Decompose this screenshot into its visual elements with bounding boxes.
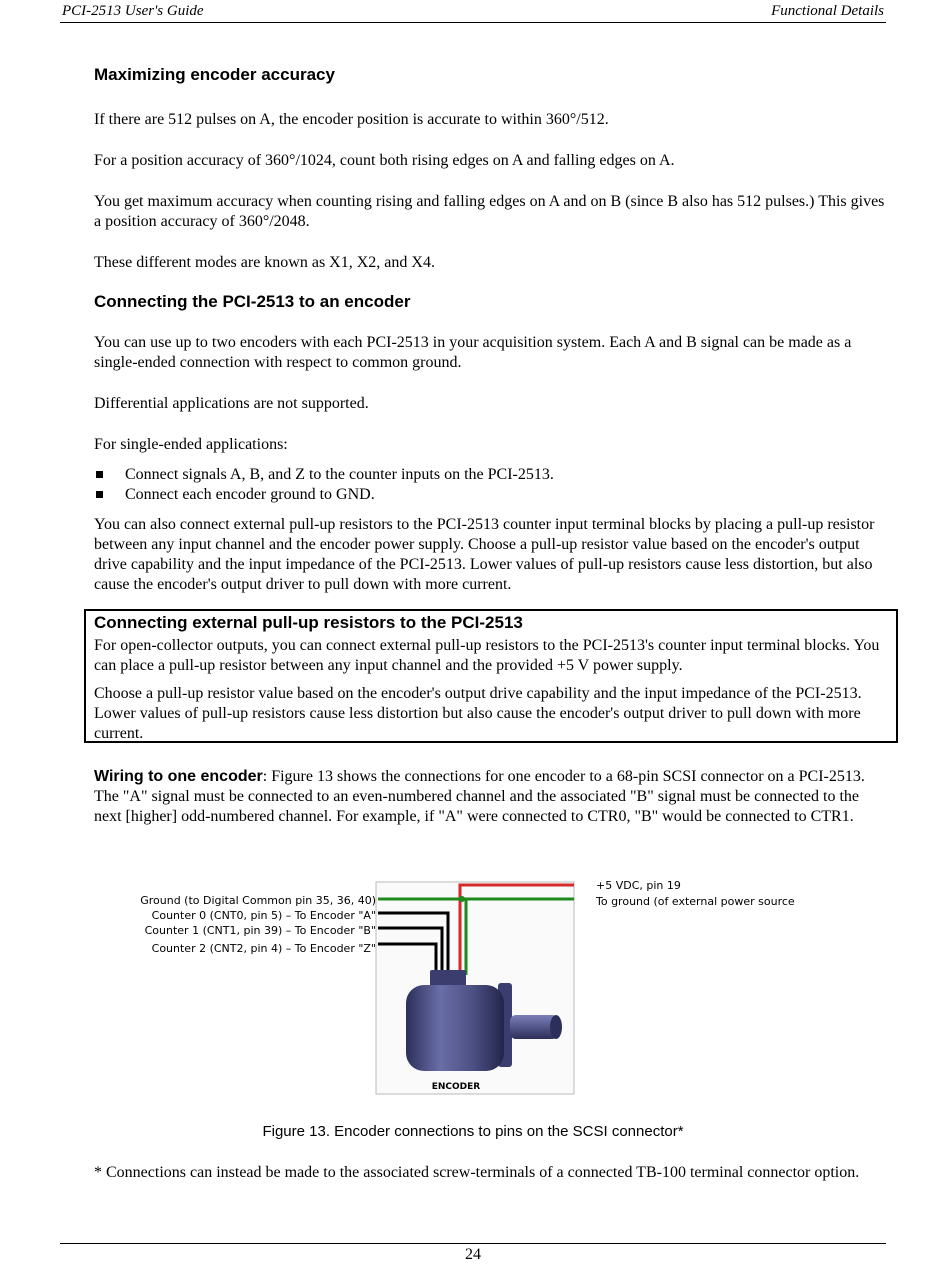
paragraph: These different modes are known as X1, X2, and X4. <box>94 254 435 271</box>
list-item: Connect signals A, B, and Z to the counter inputs on the PCI-2513. <box>94 465 886 485</box>
label-ext-ground: To ground (of external power source <box>596 895 795 908</box>
note-box <box>84 609 898 743</box>
wiring-section <box>94 767 886 827</box>
bullet-square-icon <box>96 491 103 498</box>
footer-rule <box>60 1243 886 1244</box>
paragraph: If there are 512 pulses on A, the encoder position is accurate to within 360°/512. <box>94 111 609 128</box>
header-rule <box>60 22 886 23</box>
list-item: Connect each encoder ground to GND. <box>94 485 886 505</box>
wiring-runin-heading: Wiring to one encoder <box>94 768 263 785</box>
note-paragraph: Choose a pull-up resistor value based on the encoder's output drive capability and the input impedance of the PCI-2513. Lower values of pull-up resistors cause less distortion but also cause the encoder's output driver to pull down with more current. <box>94 685 862 742</box>
bullet-list <box>94 465 886 505</box>
encoder-shaft-end <box>550 1015 562 1039</box>
paragraph: For single-ended applications: <box>94 436 288 453</box>
wiring-paragraph: Wiring to one encoder: Figure 13 shows the connections for one encoder to a 68-pin SCSI connector on a PCI-2513. The "A" signal must be connected to an even-numbered channel and the associated "B" signal must be connected to the next [higher] odd-numbered channel. For example, if "A" were connected to CTR0, "B" would be connected to CTR1. <box>94 768 865 825</box>
paragraph: You can also connect external pull-up resistors to the PCI-2513 counter input terminal blocks by placing a pull-up resistor between any input channel and the encoder power supply. Choose a pull-up resistor value based on the encoder's output drive capability and the input impedance of the PCI-2513. Lower values of pull-up resistors cause less distortion, but also cause the encoder's output driver to pull down with more current. <box>94 516 875 593</box>
label-counter-2: Counter 2 (CNT2, pin 4) – To Encoder "Z" <box>151 942 376 955</box>
label-power: +5 VDC, pin 19 <box>596 879 681 892</box>
encoder-label: ENCODER <box>431 1082 481 1092</box>
encoder-body <box>406 985 504 1071</box>
running-header-title: PCI-2513 User's Guide <box>62 3 204 19</box>
main-content <box>94 60 886 595</box>
note-paragraph: For open-collector outputs, you can connect external pull-up resistors to the PCI-2513's counter input terminal blocks. You can place a pull-up resistor between any input channel and the provided +5 V power supply. <box>94 637 880 674</box>
heading-connecting-encoder: Connecting the PCI-2513 to an encoder <box>94 292 411 311</box>
note-heading: Connecting external pull-up resistors to the PCI-2513 <box>94 613 523 632</box>
paragraph: You get maximum accuracy when counting rising and falling edges on A and on B (since B also has 512 pulses.) This gives a position accuracy of 360°/2048. <box>94 193 885 230</box>
paragraph: You can use up to two encoders with each PCI-2513 in your acquisition system. Each A and B signal can be made as a single-ended connection with respect to common ground. <box>94 334 852 371</box>
paragraph: Differential applications are not supported. <box>94 395 369 412</box>
page-number: 24 <box>465 1246 481 1263</box>
encoder-wiring-figure <box>100 875 840 1100</box>
footnote: * Connections can instead be made to the associated screw-terminals of a connected TB-100 terminal connector option. <box>94 1164 860 1181</box>
bullet-square-icon <box>96 471 103 478</box>
ground-junction <box>459 896 465 902</box>
figure-caption: Figure 13. Encoder connections to pins on the SCSI connector* <box>262 1123 684 1140</box>
heading-maximizing-accuracy: Maximizing encoder accuracy <box>94 65 335 84</box>
paragraph: For a position accuracy of 360°/1024, count both rising edges on A and falling edges on A. <box>94 152 675 169</box>
running-header-section: Functional Details <box>771 3 884 19</box>
label-ground: Ground (to Digital Common pin 35, 36, 40) <box>140 894 376 907</box>
label-counter-0: Counter 0 (CNT0, pin 5) – To Encoder "A" <box>151 909 376 922</box>
label-counter-1: Counter 1 (CNT1, pin 39) – To Encoder "B" <box>144 924 376 937</box>
